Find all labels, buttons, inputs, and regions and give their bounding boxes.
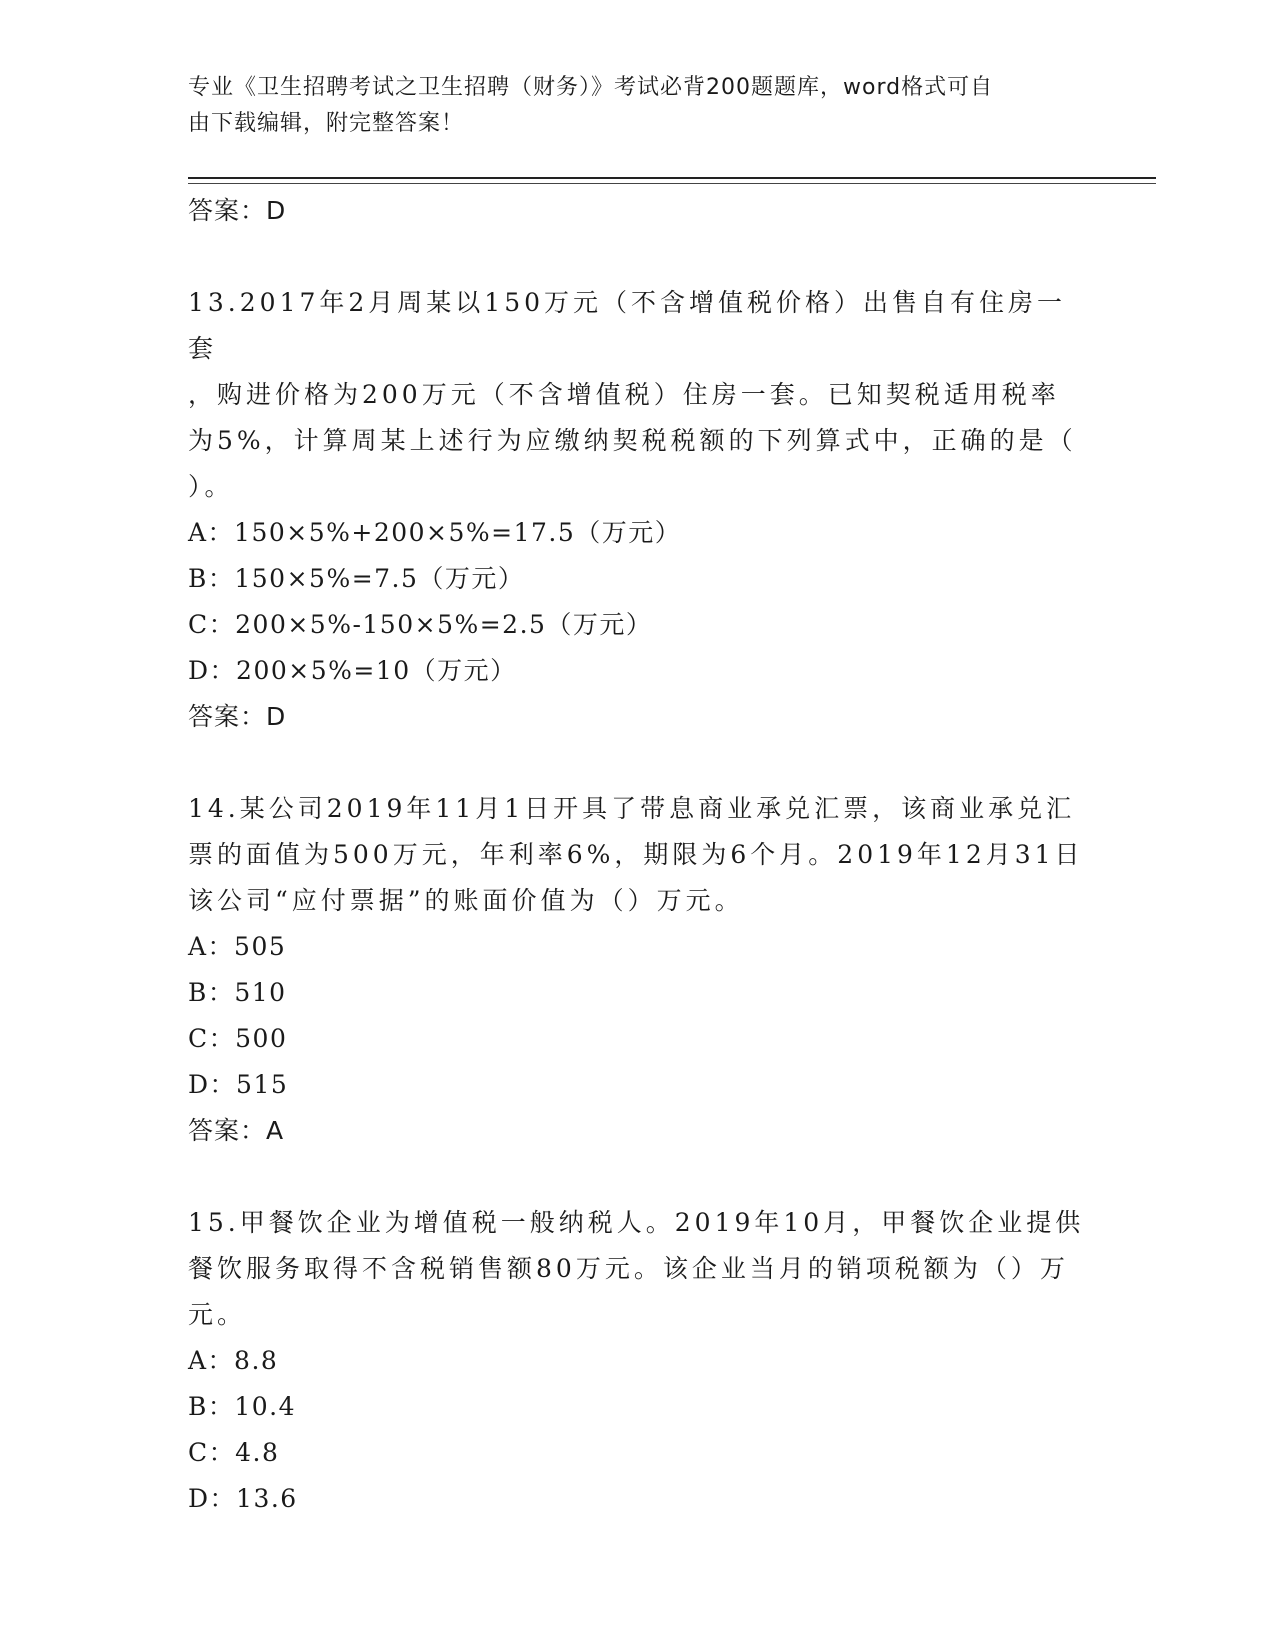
question-stem-line: 为5%，计算周某上述行为应缴纳契税税额的下列算式中，正确的是（ xyxy=(188,426,1077,455)
option-b: B：150×5%=7.5（万元） xyxy=(188,564,525,593)
header-divider-thin xyxy=(188,183,1156,184)
question-stem-line: 14.某公司2019年11月1日开具了带息商业承兑汇票，该商业承兑汇 xyxy=(188,794,1076,823)
option-d: D：200×5%=10（万元） xyxy=(188,656,517,685)
question-list xyxy=(188,188,1088,1522)
header-divider-thick xyxy=(188,177,1156,179)
option-b: B：510 xyxy=(188,978,287,1007)
answer: 答案：D xyxy=(188,702,287,731)
question-stem-line: 票的面值为500万元，年利率6%，期限为6个月。2019年12月31日 xyxy=(188,840,1084,869)
option-c: C：200×5%-150×5%=2.5（万元） xyxy=(188,610,653,639)
header-line-2: 由下载编辑，附完整答案！ xyxy=(188,111,465,136)
option-a: A：8.8 xyxy=(188,1346,279,1375)
option-d: D：515 xyxy=(188,1070,289,1099)
question-stem-line: 15.甲餐饮企业为增值税一般纳税人。2019年10月，甲餐饮企业提供 xyxy=(188,1208,1085,1237)
question-13 xyxy=(188,280,1088,740)
option-c: C：4.8 xyxy=(188,1438,280,1467)
spacer xyxy=(188,740,1088,786)
spacer xyxy=(188,1154,1088,1200)
question-stem-line: 该公司“应付票据”的账面价值为（）万元。 xyxy=(188,886,744,915)
question-stem-line: 13.2017年2月周某以150万元（不含增值税价格）出售自有住房一套 xyxy=(188,288,1067,363)
option-a: A：505 xyxy=(188,932,287,961)
question-stem-line: 餐饮服务取得不含税销售额80万元。该企业当月的销项税额为（）万 xyxy=(188,1254,1069,1283)
option-c: C：500 xyxy=(188,1024,288,1053)
question-15 xyxy=(188,1200,1088,1522)
header-line-1: 专业《卫生招聘考试之卫生招聘（财务）》考试必背200题题库，word格式可自 xyxy=(188,75,994,100)
question-stem-line: 元。 xyxy=(188,1300,247,1329)
question-stem-line: ，购进价格为200万元（不含增值税）住房一套。已知契税适用税率 xyxy=(188,380,1060,409)
question-stem-line: ）。 xyxy=(188,472,234,501)
option-d: D：13.6 xyxy=(188,1484,298,1513)
question-14 xyxy=(188,786,1088,1154)
document-header xyxy=(188,70,1068,142)
previous-answer: 答案：D xyxy=(188,196,287,225)
answer: 答案：A xyxy=(188,1116,285,1145)
option-a: A：150×5%+200×5%=17.5（万元） xyxy=(188,518,682,547)
option-b: B：10.4 xyxy=(188,1392,297,1421)
